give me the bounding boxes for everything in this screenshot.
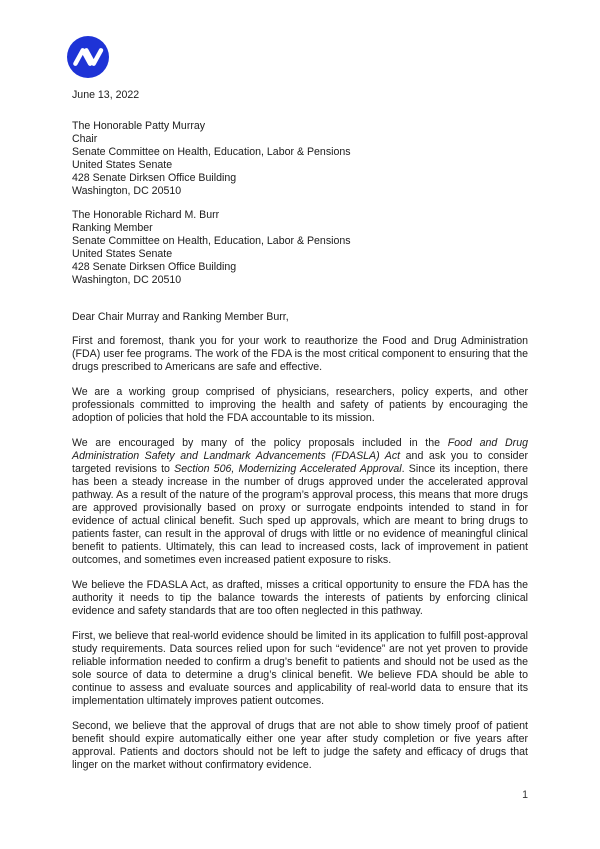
recipient-title: Chair <box>72 133 98 145</box>
body-paragraph-4: We believe the FDASLA Act, as drafted, misses a critical opportunity to ensure the FDA has the authority it needs to tip the balance towards the interests of patients by enforcing clinical evidence and safety standards that are too often neglected in this pathway. <box>72 579 528 617</box>
italic-act-title: Food and Drug Administration Safety and Landmark Advancements (FDASLA) Act <box>72 437 528 462</box>
recipient-name: The Honorable Patty Murray <box>72 120 206 132</box>
recipient-committee: Senate Committee on Health, Education, Labor & Pensions <box>72 146 351 158</box>
recipient-committee: Senate Committee on Health, Education, Labor & Pensions <box>72 235 351 247</box>
letter-body <box>72 89 528 784</box>
recipient-org: United States Senate <box>72 159 173 171</box>
page-number: 1 <box>522 789 528 801</box>
recipient-city: Washington, DC 20510 <box>72 274 182 286</box>
company-logo <box>67 36 109 78</box>
paragraph-text: . Since its inception, there has been a steady increase in the number of drugs approved under the accelerated approval pathway. As a result of the nature of the program’s approval process, this means that more drugs are approved provisionally based on proxy or surrogate endpoints intended to stand in for evidence of actual clinical benefit. Such sped up approvals, which are meant to bring drugs to patients faster, can result in the approval of drugs with little or no evidence of meaningful clinical benefit to patients. Ultimately, this can lead to increased costs, lack of improvement in patient outcomes, and sometimes even increased patient exposure to risks. <box>72 463 528 566</box>
paragraph-text: We are encouraged by many of the policy proposals included in the <box>72 437 448 449</box>
recipient-address: 428 Senate Dirksen Office Building <box>72 172 237 184</box>
recipient-org: United States Senate <box>72 248 173 260</box>
paragraph-text: and ask you to consider targeted revisions to <box>72 450 528 475</box>
recipient-title: Ranking Member <box>72 222 153 234</box>
salutation: Dear Chair Murray and Ranking Member Burr, <box>72 311 289 323</box>
recipient-city: Washington, DC 20510 <box>72 185 182 197</box>
body-paragraph-6: Second, we believe that the approval of drugs that are not able to show timely proof of patient benefit should expire automatically either one year after study completion or five years after approval. Patients and doctors should not be left to judge the safety and efficacy of drugs that linger on the market without confirmatory evidence. <box>72 720 528 771</box>
recipient-name: The Honorable Richard M. Burr <box>72 209 220 221</box>
body-paragraph-1: First and foremost, thank you for your work to reauthorize the Food and Drug Administration (FDA) user fee programs. The work of the FDA is the most critical component to ensuring that the drugs prescribed to Americans are safe and effective. <box>72 335 528 373</box>
recipient-block-burr <box>72 209 528 287</box>
recipient-address: 428 Senate Dirksen Office Building <box>72 261 237 273</box>
italic-section-title: Section 506, Modernizing Accelerated Approval <box>174 463 402 475</box>
recipient-block-murray <box>72 120 528 198</box>
letter-date: June 13, 2022 <box>72 89 140 101</box>
body-paragraph-3 <box>72 437 528 567</box>
body-paragraph-5: First, we believe that real-world evidence should be limited in its application to fulfill post-approval study requirements. Data sources relied upon for such “evidence” are not yet proven to provide reliable information needed to confirm a drug’s benefit to patients and should not be used as the sole source of data to determine a drug’s clinical benefit. We believe FDA should be able to continue to assess and evaluate sources and applicability of real-world data to ensure that its implementation ultimately improves patient outcomes. <box>72 630 528 707</box>
body-paragraph-2: We are a working group comprised of physicians, researchers, policy experts, and other professionals committed to improving the health and safety of patients by encouraging the adoption of policies that hold the FDA accountable to its mission. <box>72 386 528 424</box>
av-monogram-icon <box>67 36 109 78</box>
